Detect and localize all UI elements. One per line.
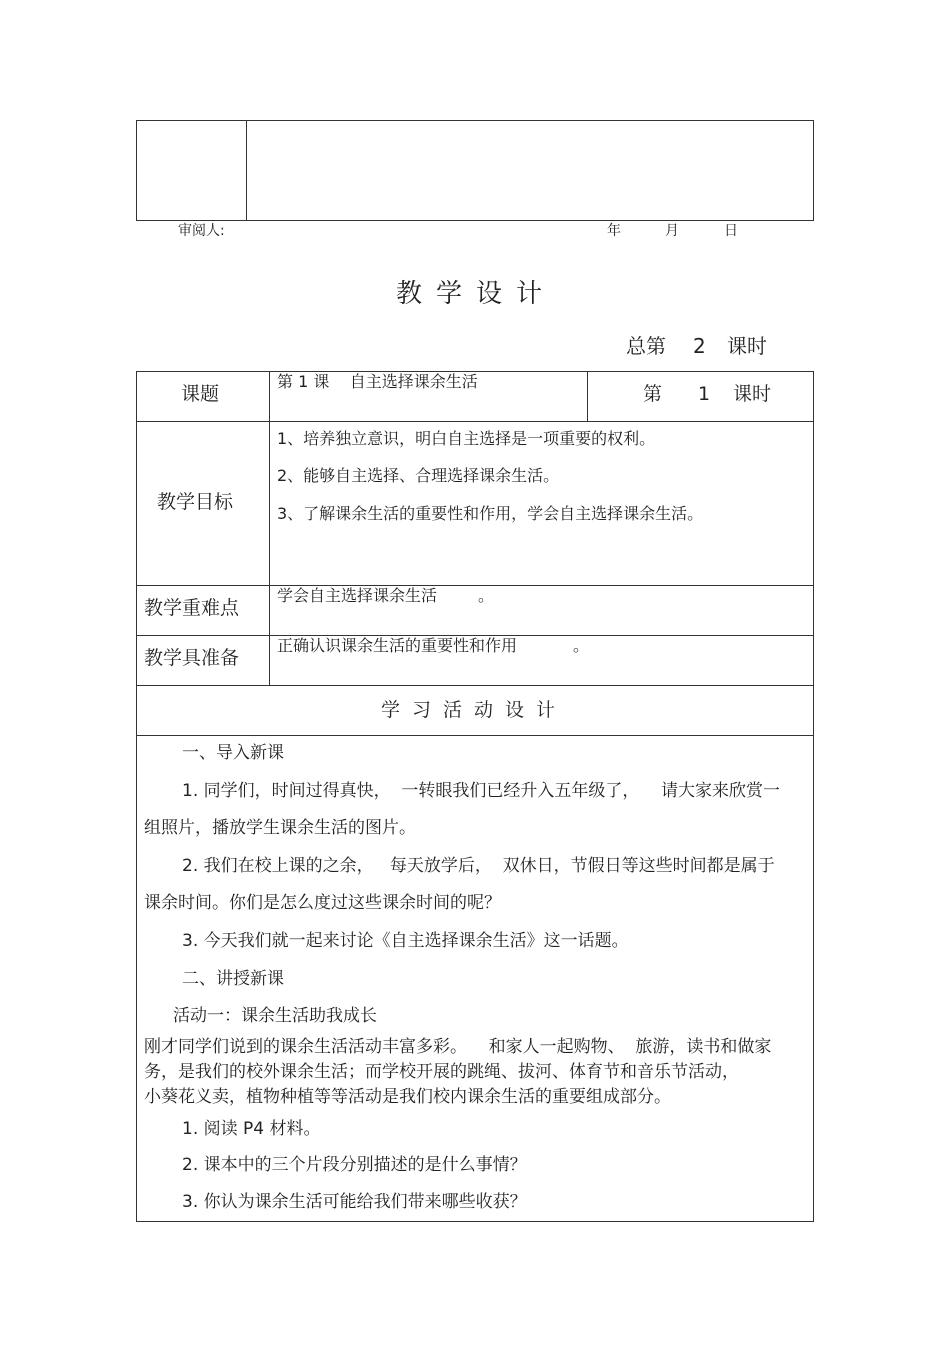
question-item: 3. 你认为课余生活可能给我们带来哪些收获？ [182,1192,527,1212]
row-rule-prep [136,685,814,686]
review-day: 日 [724,223,738,239]
doc-title: 教学设计 [396,279,557,309]
section-heading: 二、讲授新课 [182,969,284,989]
key-points-end: 。 [478,586,495,605]
reviewer-label: 审阅人: [178,223,225,239]
period-suffix: 课时 [733,383,772,405]
topic-label: 课题 [181,383,220,405]
objectives-label: 教学目标 [157,491,234,513]
prep-value: 正确认识课余生活的重要性和作用 [277,636,518,655]
col-rule-period [587,371,588,421]
body-line: 刚才同学们说到的课余生活活动丰富多彩。 和家人一起购物、 旅游，读书和做家 [144,1037,772,1057]
question-item: 2. 课本中的三个片段分别描述的是什么事情？ [182,1155,527,1175]
prep-label: 教学具准备 [144,647,240,669]
body-line: 2. 我们在校上课的之余， 每天放学后， 双休日，节假日等这些时间都是属于 [182,856,775,876]
topic-value: 第 1 课 自主选择课余生活 [277,372,478,391]
review-month: 月 [665,223,679,239]
body-line: 务，是我们的校外课余生活；而学校开展的跳绳、拔河、体育节和音乐节活动， [144,1062,739,1082]
body-line: 小葵花义卖，植物种植等等活动是我们校内课余生活的重要组成部分。 [144,1087,671,1107]
objective-item: 1、培养独立意识，明白自主选择是一项重要的权利。 [277,429,656,448]
section-heading: 一、导入新课 [182,743,284,763]
period-number: 1 [698,383,711,405]
session-total-prefix: 总第 [626,334,666,358]
activity-title: 活动一：课余生活助我成长 [173,1006,377,1026]
objective-item: 2、能够自主选择、合理选择课余生活。 [277,466,560,485]
objective-item: 3、了解课余生活的重要性和作用，学会自主选择课余生活。 [277,504,704,523]
key-points-value: 学会自主选择课余生活 [277,586,438,605]
body-line: 3. 今天我们就一起来讨论《自主选择课余生活》这一话题。 [182,931,629,951]
review-year: 年 [607,223,621,239]
activity-header: 学习活动设计 [381,699,568,721]
key-points-label: 教学重难点 [144,597,240,619]
question-item: 1. 阅读 P4 材料。 [182,1119,321,1139]
period-prefix: 第 [643,383,663,405]
body-line: 1. 同学们，时间过得真快， 一转眼我们已经升入五年级了， 请大家来欣赏一 [182,781,781,801]
row-rule-topic [136,421,814,422]
row-rule-activity-header [136,735,814,736]
top-box-divider [246,120,247,221]
body-line: 组照片，播放学生课余生活的图片。 [144,818,416,838]
session-total-number: 2 [693,334,706,358]
col-rule-label [269,371,270,685]
top-box [136,120,814,221]
session-total-suffix: 课时 [727,334,767,358]
body-line: 课余时间。你们是怎么度过这些课余时间的呢？ [144,893,501,913]
row-rule-objectives [136,585,814,586]
prep-end: 。 [573,636,590,655]
